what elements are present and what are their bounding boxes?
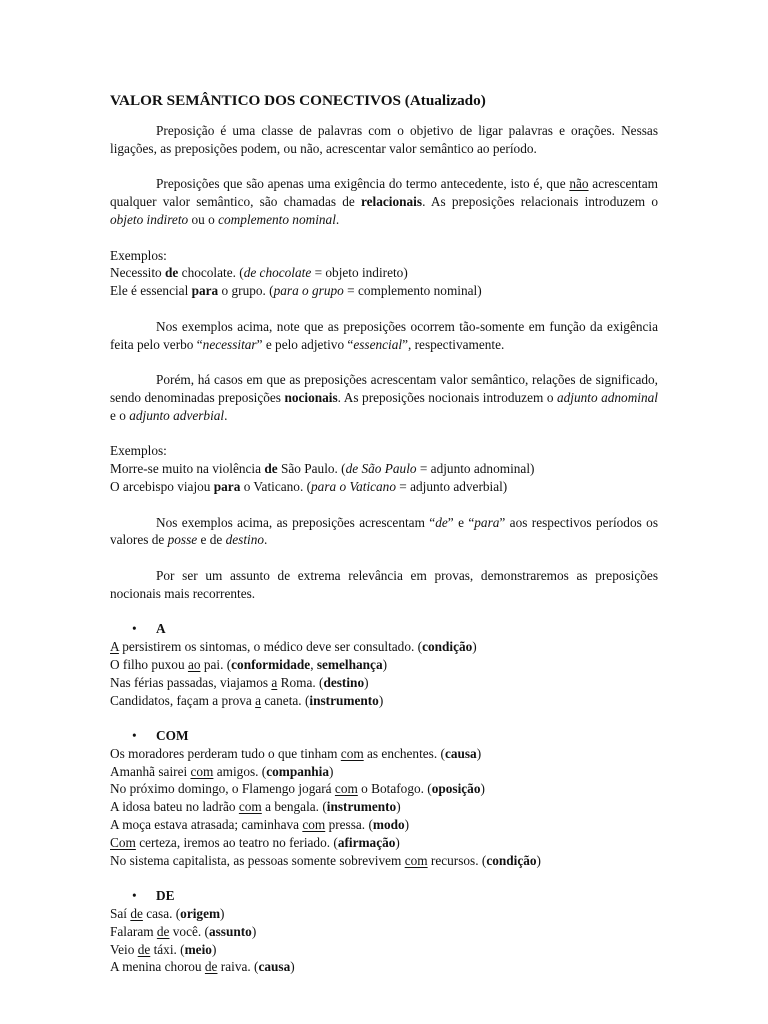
underlined-preposition: com [334, 781, 358, 797]
text-run: Exemplos: [110, 443, 167, 459]
bold-text: de [165, 265, 179, 281]
text-run: ) [329, 763, 334, 779]
bold-text: oposição [431, 781, 481, 797]
text-run: ou o [188, 211, 219, 227]
text-run: . As preposições relacionais introduzem o [422, 194, 658, 210]
text-run: O filho puxou [110, 656, 188, 672]
examples-nocionais [110, 442, 658, 495]
italic-text: complemento nominal [218, 211, 336, 227]
text-run: Nas férias passadas, viajamos [110, 674, 272, 690]
text-run: certeza, iremos ao teatro no feriado. ( [135, 834, 338, 850]
text-run: , [310, 656, 317, 672]
text-run: ) [211, 941, 217, 957]
example-line [110, 692, 658, 710]
text-run: Roma. ( [277, 674, 324, 690]
text-run: ) [396, 799, 401, 815]
underlined-preposition: com [302, 817, 326, 833]
underlined-preposition: com [190, 763, 214, 779]
document-page [110, 92, 658, 994]
underlined-preposition: a [255, 692, 262, 708]
example-line [110, 763, 658, 781]
text-run: Amanhã sairei [110, 763, 191, 779]
examples-relacionais [110, 247, 658, 300]
paragraph-explicacao-nocionais [110, 514, 658, 550]
text-run: e o [110, 407, 130, 423]
underlined-preposition: a [271, 674, 278, 690]
text-run: Exemplos: [110, 247, 167, 263]
text-run: Preposição é uma classe de palavras com o objetivo de ligar palavras e orações. Nessas ligações, as preposições podem, ou não, acrescentar valor semântico ao período. [110, 123, 658, 156]
underlined-preposition: de [156, 923, 170, 939]
text-run: o Vaticano. ( [240, 478, 312, 494]
italic-text: adjunto adverbial [129, 407, 225, 423]
bold-text: para [191, 283, 219, 299]
underlined-preposition: de [130, 906, 143, 922]
example-line [110, 905, 658, 923]
italic-text: destino [225, 532, 265, 548]
text-run: ”, respectivamente. [402, 336, 505, 352]
text-run: São Paulo. ( [277, 461, 346, 477]
underlined-preposition: não [569, 176, 589, 192]
bold-text: destino [323, 674, 365, 690]
text-run: ) [251, 923, 257, 939]
text-run: ” e “ [447, 514, 475, 530]
italic-text: para o Vaticano [311, 478, 396, 494]
italic-text: necessitar [202, 336, 257, 352]
text-run: A moça estava atrasada; caminhava [110, 817, 303, 833]
italic-text: de [435, 514, 448, 530]
bullet-icon: • [132, 888, 137, 904]
text-run: o Botafogo. ( [357, 781, 432, 797]
italic-text: objeto indireto [110, 211, 189, 227]
section-heading-label: DE [156, 888, 175, 904]
example-line [110, 460, 658, 478]
text-run: = adjunto adnominal) [416, 461, 535, 477]
text-run: e de [197, 532, 226, 548]
bullet-icon: • [132, 621, 137, 637]
paragraph-nocionais [110, 371, 658, 424]
section-heading [110, 620, 658, 638]
text-run: pressa. ( [325, 817, 373, 833]
text-run: a bengala. ( [261, 799, 327, 815]
underlined-preposition: A [110, 639, 119, 655]
italic-text: adjunto adnominal [556, 389, 658, 405]
paragraph-recorrentes [110, 567, 658, 603]
text-run: ” e pelo adjetivo “ [256, 336, 354, 352]
bold-text: relacionais [360, 194, 423, 210]
example-line [110, 923, 658, 941]
text-run: recursos. ( [427, 852, 487, 868]
bold-text: meio [184, 941, 212, 957]
underlined-preposition: Com [110, 834, 136, 850]
underlined-preposition: de [204, 959, 218, 975]
text-run: A menina chorou [110, 959, 205, 975]
bold-text: condição [486, 852, 537, 868]
bullet-icon: • [132, 728, 137, 744]
preposition-section [110, 727, 658, 869]
bold-text: afirmação [337, 834, 396, 850]
text-run: . [224, 407, 228, 423]
text-run: No sistema capitalista, as pessoas somente sobrevivem [110, 852, 405, 868]
text-run: ) [378, 692, 384, 708]
text-run: ) [476, 745, 482, 761]
italic-text: essencial [353, 336, 403, 352]
underlined-preposition: ao [187, 656, 201, 672]
underlined-preposition: com [238, 799, 262, 815]
example-line [110, 834, 658, 852]
text-run: acrescentam qualquer valor semântico, são chamadas de [110, 176, 658, 210]
text-run: . [264, 532, 268, 548]
text-run: raiva. ( [217, 959, 259, 975]
text-run: as enchentes. ( [363, 745, 445, 761]
bold-text: semelhança [316, 656, 383, 672]
bold-text: conformidade [231, 656, 311, 672]
bold-text: instrumento [326, 799, 397, 815]
text-run: táxi. ( [150, 941, 185, 957]
text-run: Falaram [110, 923, 157, 939]
text-run: Saí [110, 906, 131, 922]
text-run: O arcebispo viajou [110, 478, 214, 494]
preposition-sections [110, 620, 658, 976]
text-run: ) [290, 959, 295, 975]
text-run: ) [395, 834, 400, 850]
text-run: Morre-se muito na violência [110, 461, 265, 477]
example-line [110, 958, 658, 976]
text-run: você. ( [169, 923, 209, 939]
text-run: Preposições que são apenas uma exigência do termo antecedente, isto é, que [156, 176, 570, 192]
text-run: ) [472, 639, 477, 655]
text-run: Veio [110, 941, 138, 957]
text-run: Ele é essencial [110, 283, 192, 299]
italic-text: para o grupo [273, 283, 344, 299]
bold-text: para [213, 478, 241, 494]
text-run: Nos exemplos acima, as preposições acrescentam “ [156, 514, 436, 530]
text-run: casa. ( [142, 906, 181, 922]
example-line [110, 264, 658, 282]
text-run: Candidatos, façam a prova [110, 692, 256, 708]
text-run: Porém, há casos em que as preposições acrescentam valor semântico, relações de significado, sendo denominadas preposições [110, 372, 658, 405]
example-line [110, 282, 658, 300]
text-run: ” aos respectivos períodos os valores de [110, 514, 658, 548]
section-heading-label: A [156, 621, 166, 637]
text-run: Necessito [110, 265, 166, 281]
bold-text: assunto [208, 923, 252, 939]
text-run: = adjunto adverbial) [395, 478, 508, 494]
text-run: Nos exemplos acima, note que as preposições ocorrem tão-somente em função da exigência feita pelo verbo “ [110, 318, 658, 352]
bold-text: causa [444, 745, 477, 761]
italic-text: posse [167, 532, 198, 548]
paragraph-explicacao-relacionais [110, 318, 658, 354]
bold-text: origem [180, 906, 221, 922]
underlined-preposition: com [340, 745, 364, 761]
text-run: ) [382, 656, 388, 672]
text-run: Por ser um assunto de extrema relevância em provas, demonstraremos as preposições nocionais mais recorrentes. [110, 567, 658, 601]
text-run: caneta. ( [261, 692, 310, 708]
text-run: Os moradores perderam tudo o que tinham [110, 745, 341, 761]
paragraph-relacionais [110, 175, 658, 228]
example-line [110, 852, 658, 870]
text-run: No próximo domingo, o Flamengo jogará [110, 781, 335, 797]
bold-text: condição [422, 639, 473, 655]
text-run: . [335, 211, 340, 227]
text-run: A idosa bateu no ladrão [110, 799, 239, 815]
text-run: o grupo. ( [218, 283, 274, 299]
bold-text: companhia [266, 763, 330, 779]
underlined-preposition: com [404, 852, 428, 868]
section-heading-label: COM [156, 728, 189, 744]
text-run: ) [536, 852, 541, 868]
example-line [110, 478, 658, 496]
italic-text: para [474, 514, 500, 530]
example-line [110, 941, 658, 959]
paragraph-intro [110, 122, 658, 158]
example-line [110, 780, 658, 798]
example-line [110, 442, 658, 460]
bold-text: modo [372, 817, 405, 833]
example-line [110, 247, 658, 265]
bold-text: de [264, 461, 278, 477]
bold-text: instrumento [309, 692, 379, 708]
italic-text: de chocolate [243, 265, 312, 281]
example-line [110, 656, 658, 674]
example-line [110, 745, 658, 763]
section-heading [110, 727, 658, 745]
bold-text: causa [258, 959, 291, 975]
bold-text: nocionais [284, 389, 338, 405]
text-run: persistirem os sintomas, o médico deve ser consultado. ( [118, 639, 423, 655]
text-run: . As preposições nocionais introduzem o [337, 389, 557, 405]
preposition-section [110, 620, 658, 709]
text-run: ) [480, 781, 485, 797]
example-line [110, 674, 658, 692]
italic-text: de São Paulo [345, 461, 417, 477]
document-title: VALOR SEMÂNTICO DOS CONECTIVOS (Atualizado) [110, 92, 486, 109]
text-run: ) [364, 674, 369, 690]
underlined-preposition: de [137, 941, 151, 957]
text-run: ) [220, 906, 225, 922]
text-run: pai. ( [200, 656, 232, 672]
example-line [110, 638, 658, 656]
text-run: = complemento nominal) [343, 283, 482, 299]
example-line [110, 816, 658, 834]
text-run: ) [404, 817, 410, 833]
preposition-section [110, 887, 658, 976]
text-run: amigos. ( [213, 763, 267, 779]
text-run: = objeto indireto) [311, 265, 408, 281]
section-heading [110, 887, 658, 905]
example-line [110, 798, 658, 816]
text-run: chocolate. ( [178, 265, 244, 281]
